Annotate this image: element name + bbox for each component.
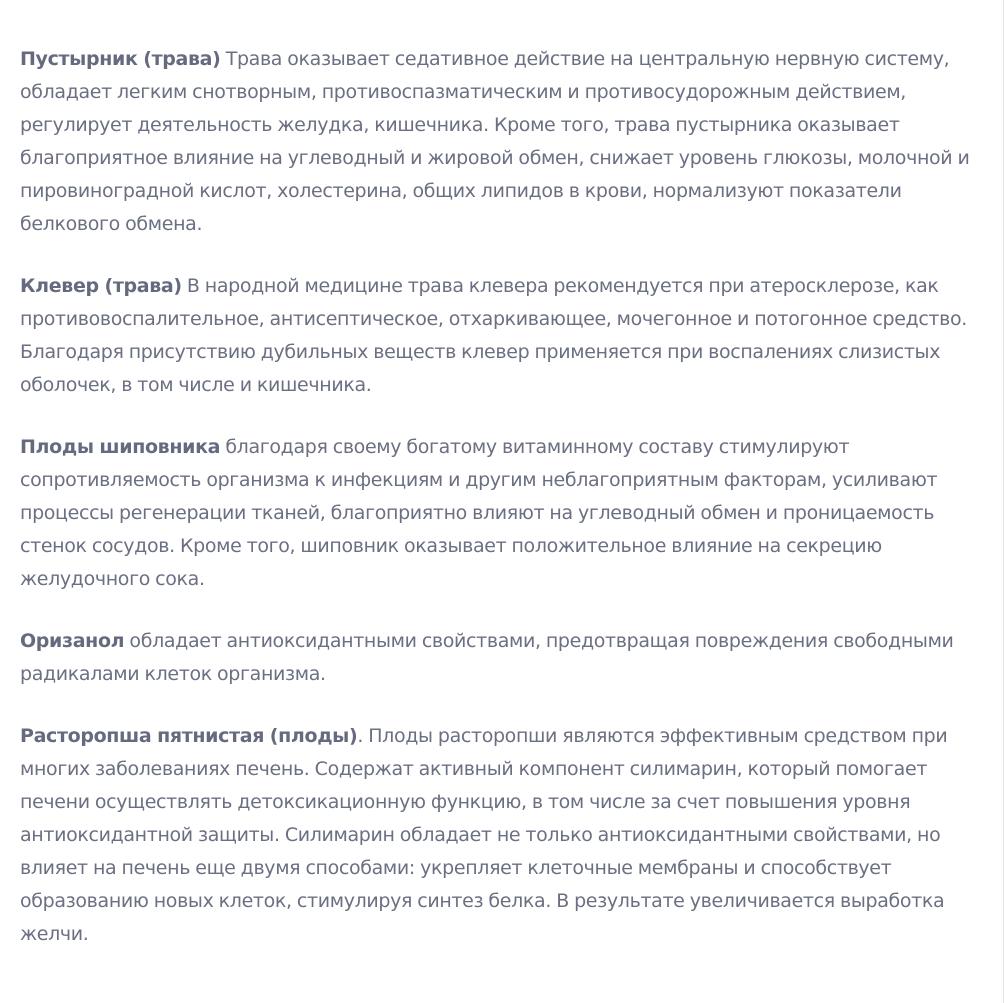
- entry-motherwort: [20, 43, 988, 241]
- entry-title: Пустырник (трава): [20, 48, 221, 70]
- entry-title: Расторопша пятнистая (плоды): [20, 725, 358, 747]
- entry-milk-thistle: [20, 720, 988, 951]
- article-body: [20, 43, 988, 980]
- entry-title: Плоды шиповника: [20, 436, 221, 458]
- entry-text: В народной медицине трава клевера рекомендуется при атеросклерозе, как противовоспалительное, антисептическое, отхаркивающее, мочегонное и потогонное средство. Благодаря присутствию дубильных веществ клевер применяется при воспалениях слизистых оболочек, в том числе и кишечника.: [20, 275, 967, 396]
- entry-text: . Плоды расторопши являются эффективным средством при многих заболеваниях печень. Содержат активный компонент силимарин, который помогает печени осуществлять детоксикационную функцию, в том числе за счет повышения уровня антиоксидантной защиты. Силимарин обладает не только антиоксидантными свойствами, но влияет на печень еще двумя способами: укрепляет клеточные мембраны и способствует образованию новых клеток, стимулируя синтез белка. В результате увеличивается выработка желчи.: [20, 725, 948, 945]
- entry-title: Оризанол: [20, 630, 125, 652]
- entry-title: Клевер (трава): [20, 275, 182, 297]
- entry-clover: [20, 270, 988, 402]
- entry-text: Трава оказывает седативное действие на центральную нервную систему, обладает легким снотворным, противоспазматическим и противосудорожным действием, регулирует деятельность желудка, кишечника. Кроме того, трава пустырника оказывает благоприятное влияние на углеводный и жировой обмен, снижает уровень глюкозы, молочной и пировиноградной кислот, холестерина, общих липидов в крови, нормализуют показатели белкового обмена.: [20, 48, 970, 235]
- entry-oryzanol: [20, 625, 988, 691]
- entry-text: благодаря своему богатому витаминному составу стимулируют сопротивляемость организма к инфекциям и другим неблагоприятным факторам, усиливают процессы регенерации тканей, благоприятно влияют на углеводный обмен и проницаемость стенок сосудов. Кроме того, шиповник оказывает положительное влияние на секрецию желудочного сока.: [20, 436, 938, 590]
- entry-text: обладает антиоксидантными свойствами, предотвращая повреждения свободными радикалами клеток организма.: [20, 630, 954, 685]
- entry-rosehip: [20, 431, 988, 596]
